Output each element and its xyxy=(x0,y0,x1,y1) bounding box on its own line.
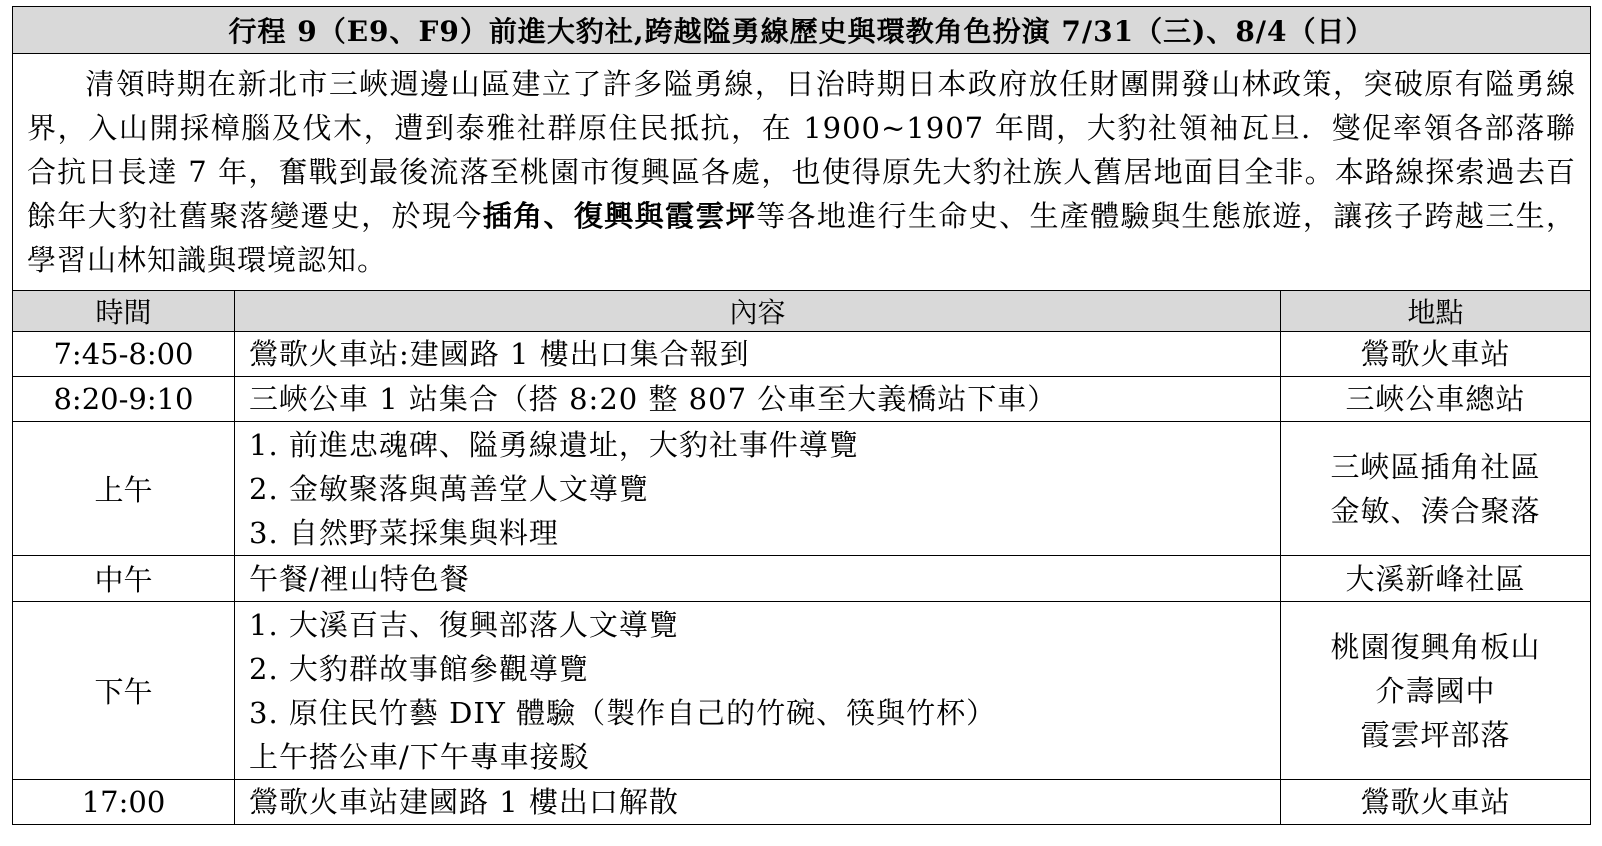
row-content xyxy=(235,422,1281,556)
header-time: 時間 xyxy=(13,291,235,332)
intro-row xyxy=(13,54,1591,291)
row-time: 中午 xyxy=(13,556,235,602)
content-line: 3. 原住民竹藝 DIY 體驗（製作自己的竹碗、筷與竹杯） xyxy=(249,695,997,730)
row-content xyxy=(235,780,1281,825)
row-place xyxy=(1281,332,1591,377)
header-content: 內容 xyxy=(235,291,1281,332)
intro-paragraph xyxy=(13,54,1591,291)
itinerary-document xyxy=(12,6,1590,825)
itinerary-table xyxy=(12,6,1591,825)
table-row xyxy=(13,377,1591,422)
intro-bold-places: 插角、復興與霞雲坪 xyxy=(482,199,757,233)
content-line: 2. 大豹群故事館參觀導覽 xyxy=(249,651,589,686)
content-line: 午餐/裡山特色餐 xyxy=(249,561,470,596)
row-time: 下午 xyxy=(13,602,235,780)
content-line: 2. 金敏聚落與萬善堂人文導覽 xyxy=(249,471,649,506)
header-place: 地點 xyxy=(1281,291,1591,332)
place-line: 霞雲坪部落 xyxy=(1360,717,1511,752)
table-row xyxy=(13,602,1591,780)
itinerary-title: 行程 9（E9、F9）前進大豹社,跨越隘勇線歷史與環教角色扮演 7/31（三)、8/4（日） xyxy=(13,7,1591,54)
place-line: 桃園復興角板山 xyxy=(1330,629,1541,664)
content-line: 3. 自然野菜採集與料理 xyxy=(249,515,559,550)
place-line: 鶯歌火車站 xyxy=(1360,785,1511,819)
row-place xyxy=(1281,556,1591,602)
row-place xyxy=(1281,602,1591,780)
content-line: 1. 大溪百吉、復興部落人文導覽 xyxy=(249,607,679,642)
title-row xyxy=(13,7,1591,54)
place-line: 金敏、湊合聚落 xyxy=(1330,493,1541,528)
content-line: 鶯歌火車站:建國路 1 樓出口集合報到 xyxy=(249,337,750,371)
place-line: 介壽國中 xyxy=(1375,673,1496,708)
intro-text-part1: 清領時期在新北市三峽週邊山區建立了許多隘勇線，日治時期日本政府放任財團開發山林政策，突破原有隘勇線界，入山開採樟腦及伐木，遭到泰雅社群原住民抵抗，在 1900~1907 年間，大豹社領袖瓦旦．燮促率領各部落聯合抗日長達 7 年，奮戰到最後流落至桃園市復興區各處，也使得原先大豹社族人舊居地面目全非。本路線探索過去百餘年大豹社舊聚落變遷史，於現今 xyxy=(27,67,1576,233)
table-row xyxy=(13,780,1591,825)
row-content xyxy=(235,332,1281,377)
place-line: 鶯歌火車站 xyxy=(1360,337,1511,371)
row-time: 17:00 xyxy=(13,780,235,825)
content-line: 三峽公車 1 站集合（搭 8:20 整 807 公車至大義橋站下車） xyxy=(249,382,1058,416)
row-time: 8:20-9:10 xyxy=(13,377,235,422)
row-time: 上午 xyxy=(13,422,235,556)
row-content xyxy=(235,602,1281,780)
table-row xyxy=(13,556,1591,602)
header-row xyxy=(13,291,1591,332)
row-place xyxy=(1281,422,1591,556)
content-line: 1. 前進忠魂碑、隘勇線遺址，大豹社事件導覽 xyxy=(249,427,859,462)
content-line: 鶯歌火車站建國路 1 樓出口解散 xyxy=(249,785,679,819)
place-line: 三峽公車總站 xyxy=(1345,382,1526,416)
row-content xyxy=(235,556,1281,602)
content-line: 上午搭公車/下午專車接駁 xyxy=(249,739,590,774)
row-content xyxy=(235,377,1281,422)
row-time: 7:45-8:00 xyxy=(13,332,235,377)
table-row xyxy=(13,332,1591,377)
intro-text-part2: 等各地進行生命史、生產體驗與生態旅遊，讓孩子跨越三生，學習山林知識與環境認知。 xyxy=(27,199,1576,277)
table-row xyxy=(13,422,1591,556)
place-line: 大溪新峰社區 xyxy=(1345,561,1526,596)
row-place xyxy=(1281,377,1591,422)
place-line: 三峽區插角社區 xyxy=(1330,449,1541,484)
row-place xyxy=(1281,780,1591,825)
